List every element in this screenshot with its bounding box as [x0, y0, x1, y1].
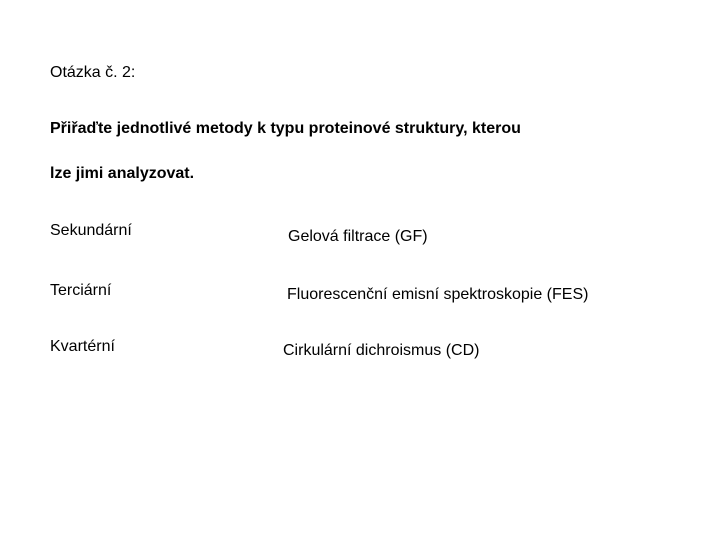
structure-type-secondary: Sekundární: [50, 222, 132, 239]
structure-type-quaternary: Kvartérní: [50, 338, 115, 355]
method-circular-dichroism: Cirkulární dichroismus (CD): [283, 342, 480, 359]
structure-type-tertiary: Terciární: [50, 282, 112, 299]
method-gel-filtration: Gelová filtrace (GF): [288, 228, 428, 245]
question-instruction-line-2: lze jimi analyzovat.: [50, 165, 195, 182]
question-instruction-line-1: Přiřaďte jednotlivé metody k typu proteinové struktury, kterou: [50, 120, 521, 137]
method-fluorescence-spectroscopy: Fluorescenční emisní spektroskopie (FES): [287, 286, 589, 303]
question-number: Otázka č. 2:: [50, 64, 136, 81]
